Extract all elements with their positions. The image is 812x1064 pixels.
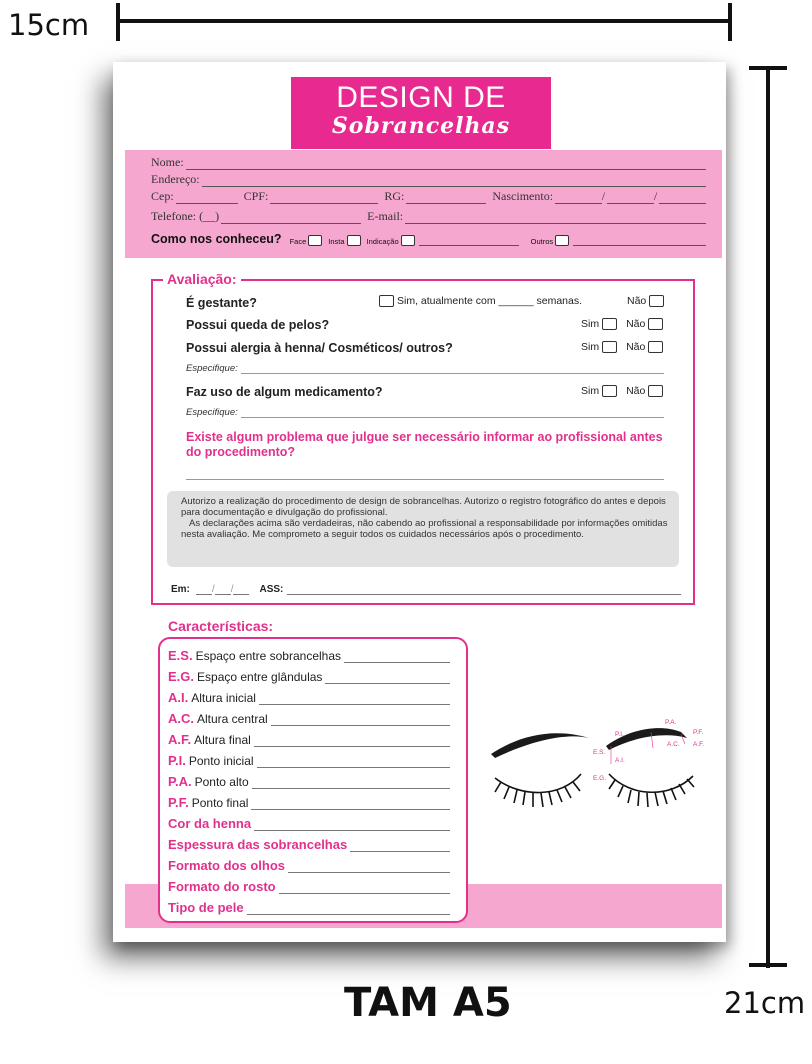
rg-label: RG: <box>384 189 405 203</box>
char-field-espessura[interactable] <box>350 842 450 852</box>
date-year-field[interactable] <box>230 584 249 595</box>
char-abbr: P.I. <box>168 753 186 768</box>
authorization-paragraph-1: Autorizo a realização do procedimento de design de sobrancelhas. Autorizo o registro fotográfico do antes e depois para documentação e divulgação do profissional. <box>181 496 666 518</box>
question-medicamento: Faz uso de algum medicamento? <box>186 385 383 399</box>
medicamento-specify-label: Especifique: <box>186 407 238 418</box>
char-desc: Altura final <box>194 733 251 747</box>
rg-field[interactable] <box>406 193 486 204</box>
outros-field[interactable] <box>573 235 706 246</box>
gestante-sim-checkbox[interactable] <box>379 295 394 307</box>
label-pi: P.I. <box>615 731 624 738</box>
date-label: Em: <box>171 584 190 595</box>
how-found-row <box>151 230 706 246</box>
alergia-nao-label: Não <box>626 341 646 353</box>
height-dimension-line <box>766 68 770 968</box>
medicamento-nao-checkbox[interactable] <box>648 385 663 397</box>
char-item-pi <box>168 752 450 768</box>
queda-sim-checkbox[interactable] <box>602 318 617 330</box>
date-month-field[interactable] <box>215 586 231 595</box>
birth-year-field[interactable] <box>659 193 706 204</box>
authorization-text-box <box>167 491 679 567</box>
title-block <box>291 77 551 149</box>
alergia-specify-label: Especifique: <box>186 363 238 374</box>
queda-nao-label: Não <box>626 318 646 330</box>
char-item-formato-olhos <box>168 857 450 873</box>
char-extra-label: Espessura das sobrancelhas <box>168 837 348 852</box>
signature-field[interactable] <box>287 586 681 595</box>
gestante-sim-label: Sim, atualmente com ______ semanas. <box>397 295 583 307</box>
evaluation-title: Avaliação: <box>163 271 241 287</box>
phone-field[interactable] <box>221 213 361 224</box>
option-insta-label: Insta <box>328 237 345 246</box>
date-day-field[interactable] <box>196 586 212 595</box>
char-item-tipo-pele <box>168 899 450 915</box>
char-desc: Ponto alto <box>194 775 249 789</box>
medicamento-sim-checkbox[interactable] <box>602 385 617 397</box>
alergia-sim-checkbox[interactable] <box>602 341 617 353</box>
char-field-cor-henna[interactable] <box>254 821 450 831</box>
char-desc: Ponto inicial <box>188 754 254 768</box>
email-label: E-mail: <box>367 209 404 223</box>
char-item-formato-rosto <box>168 878 450 894</box>
cpf-field[interactable] <box>270 193 378 204</box>
alergia-sim-label: Sim <box>581 341 600 353</box>
char-field-eg[interactable] <box>325 674 450 684</box>
option-indicacao-label: Indicação <box>366 237 399 246</box>
characteristics-title: Características: <box>168 618 274 634</box>
address-field[interactable] <box>202 176 706 187</box>
question-queda: Possui queda de pelos? <box>186 318 330 332</box>
birth-separator-2: / <box>653 189 658 203</box>
answer-alergia <box>581 341 663 353</box>
birth-label: Nascimento: <box>492 189 554 203</box>
char-field-ai[interactable] <box>259 695 450 705</box>
char-extra-label: Cor da henna <box>168 816 252 831</box>
name-label: Nome: <box>151 155 184 169</box>
title-subtitle: Sobrancelhas <box>331 113 511 139</box>
birth-month-field[interactable] <box>607 193 654 204</box>
height-dimension-cap-top <box>749 66 787 70</box>
char-desc: Ponto final <box>191 796 249 810</box>
characteristics-section <box>158 637 468 923</box>
label-af: A.F. <box>693 741 705 748</box>
char-item-eg <box>168 668 450 684</box>
label-pf: P.F. <box>693 729 704 736</box>
gestante-nao-checkbox[interactable] <box>649 295 664 307</box>
answer-gestante-nao <box>627 295 664 307</box>
question-problema: Existe algum problema que julgue ser necessário informar ao profissional antes do procedimento? <box>186 430 663 459</box>
address-row <box>151 171 706 187</box>
name-row <box>151 154 706 170</box>
contact-row <box>151 208 706 224</box>
form-sheet <box>113 62 726 942</box>
question-alergia: Possui alergia à henna/ Cosméticos/ outros? <box>186 341 453 355</box>
char-field-formato-rosto[interactable] <box>279 884 450 894</box>
how-found-label: Como nos conheceu? <box>151 232 282 246</box>
char-abbr: A.I. <box>168 690 189 705</box>
height-dimension-label: 21cm <box>724 986 806 1020</box>
title-main: DESIGN DE <box>336 81 506 114</box>
char-field-es[interactable] <box>344 653 450 663</box>
char-desc: Espaço entre glândulas <box>197 670 323 684</box>
birth-separator-1: / <box>601 189 606 203</box>
width-dimension-label: 15cm <box>8 8 90 42</box>
char-item-ai <box>168 689 450 705</box>
option-face-label: Face <box>289 237 307 246</box>
char-desc: Espaço entre sobrancelhas <box>195 649 342 663</box>
char-desc: Altura inicial <box>191 691 256 705</box>
answer-gestante <box>379 295 582 307</box>
label-ac: A.C. <box>667 741 680 748</box>
left-eyelashes-illustration <box>495 774 581 807</box>
char-field-tipo-pele[interactable] <box>247 905 450 915</box>
char-extra-label: Formato do rosto <box>168 879 276 894</box>
eyebrow-diagram <box>481 712 711 822</box>
char-item-cor-henna <box>168 815 450 831</box>
width-dimension-cap-left <box>116 3 120 41</box>
label-pa: P.A. <box>665 719 677 726</box>
char-abbr: P.F. <box>168 795 189 810</box>
medicamento-nao-label: Não <box>626 385 646 397</box>
indicacao-field[interactable] <box>419 235 519 246</box>
char-field-pf[interactable] <box>251 800 450 810</box>
date-separator-1: / <box>211 584 215 595</box>
authorization-paragraph-2: As declarações acima são verdadeiras, não cabendo ao profissional a responsabilidade por informações omitidas nesta avaliação. Me comprometo a seguir todos os cuidados necessários após o procedimento. <box>181 518 668 540</box>
option-outros-checkbox[interactable] <box>555 235 569 246</box>
option-outros-label: Outros <box>530 237 554 246</box>
char-abbr: E.G. <box>168 669 195 684</box>
left-eyebrow-illustration <box>491 733 589 758</box>
queda-nao-checkbox[interactable] <box>648 318 663 330</box>
char-item-pa <box>168 773 450 789</box>
client-info-section <box>125 150 722 258</box>
char-item-espessura <box>168 836 450 852</box>
char-field-pi[interactable] <box>257 758 450 768</box>
char-field-pa[interactable] <box>252 779 450 789</box>
char-abbr: P.A. <box>168 774 192 789</box>
problema-field[interactable] <box>186 479 664 480</box>
cpf-label: CPF: <box>243 189 269 203</box>
char-field-ac[interactable] <box>271 716 450 726</box>
queda-sim-label: Sim <box>581 318 600 330</box>
char-field-af[interactable] <box>254 737 450 747</box>
width-dimension-line <box>118 19 730 23</box>
alergia-specify-row <box>186 363 664 374</box>
label-eg: E.G. <box>593 775 607 782</box>
medicamento-sim-label: Sim <box>581 385 600 397</box>
cep-field[interactable] <box>176 193 238 204</box>
option-indicacao-checkbox[interactable] <box>401 235 415 246</box>
char-abbr: A.F. <box>168 732 192 747</box>
answer-queda <box>581 318 663 330</box>
name-field[interactable] <box>186 159 706 170</box>
char-item-pf <box>168 794 450 810</box>
size-label: TAM A5 <box>344 980 512 1026</box>
option-face-checkbox[interactable] <box>308 235 322 246</box>
evaluation-section <box>151 271 695 605</box>
char-field-formato-olhos[interactable] <box>288 863 450 873</box>
phone-label: Telefone: (__) <box>151 209 220 223</box>
char-extra-label: Formato dos olhos <box>168 858 285 873</box>
alergia-specify-field[interactable] <box>241 364 664 374</box>
address-label: Endereço: <box>151 172 200 186</box>
alergia-nao-checkbox[interactable] <box>648 341 663 353</box>
cep-label: Cep: <box>151 189 174 203</box>
medicamento-specify-field[interactable] <box>241 408 664 418</box>
label-es: E.S. <box>593 749 606 756</box>
char-item-ac <box>168 710 450 726</box>
label-ai: A.I. <box>615 757 625 764</box>
char-abbr: A.C. <box>168 711 194 726</box>
char-item-af <box>168 731 450 747</box>
height-dimension-cap-bottom <box>749 963 787 967</box>
signature-label: ASS: <box>259 584 284 595</box>
email-field[interactable] <box>405 213 706 224</box>
answer-medicamento <box>581 385 663 397</box>
width-dimension-cap-right <box>728 3 732 41</box>
option-insta-checkbox[interactable] <box>347 235 361 246</box>
char-item-es <box>168 647 450 663</box>
documents-row <box>151 188 706 204</box>
char-desc: Altura central <box>197 712 268 726</box>
birth-day-field[interactable] <box>555 193 602 204</box>
char-abbr: E.S. <box>168 648 193 663</box>
right-eyelashes-illustration <box>609 774 694 807</box>
date-separator-2: / <box>230 584 234 595</box>
medicamento-specify-row <box>186 407 664 418</box>
gestante-nao-label: Não <box>627 295 647 307</box>
char-extra-label: Tipo de pele <box>168 900 244 915</box>
question-gestante: É gestante? <box>186 296 257 310</box>
signature-row <box>171 584 681 595</box>
